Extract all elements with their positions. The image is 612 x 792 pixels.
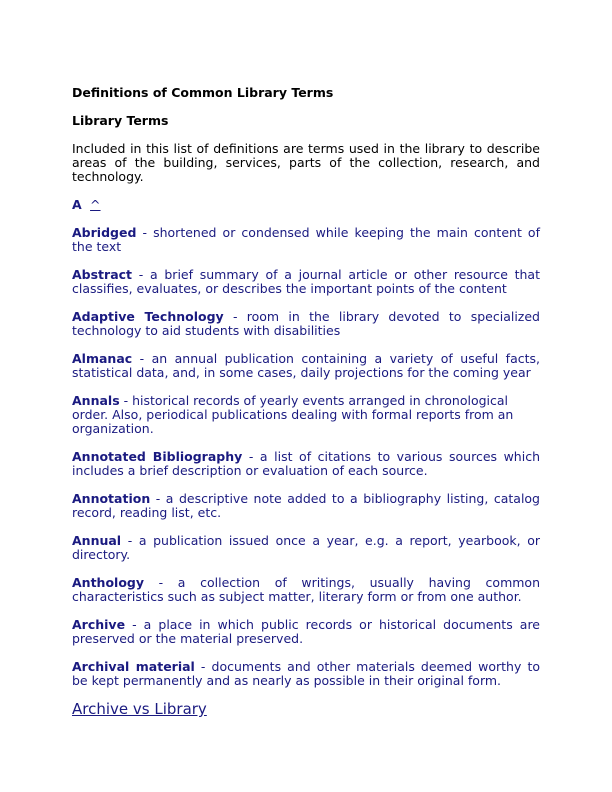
entry-definition: - a place in which public records or historical documents are preserved or the material preserved. <box>72 617 540 646</box>
document-page <box>72 86 540 718</box>
entry-definition: - historical records of yearly events arranged in chronological order. Also, periodical publications dealing with formal reports from an organization. <box>72 393 514 436</box>
letter-heading <box>72 198 540 212</box>
definition-entry <box>72 450 540 478</box>
document-title: Definitions of Common Library Terms <box>72 85 334 100</box>
definition-entry <box>72 352 540 380</box>
entry-definition: - a collection of writings, usually having common characteristics such as subject matter, literary form or from one author. <box>72 575 540 604</box>
back-to-top-link[interactable]: ^ <box>90 197 101 212</box>
archive-vs-library-link[interactable]: Archive vs Library <box>72 700 207 718</box>
definition-entry <box>72 226 540 254</box>
entry-definition: - a list of citations to various sources which includes a brief description or evaluation of each source. <box>72 449 540 478</box>
entry-term: Archival material <box>72 659 195 674</box>
intro-paragraph: Included in this list of definitions are terms used in the library to describe areas of the building, services, parts of the collection, research, and technology. <box>72 141 540 184</box>
entry-definition: - an annual publication containing a variety of useful facts, statistical data, and, in some cases, daily projections for the coming year <box>72 351 540 380</box>
entry-definition: - a brief summary of a journal article or other resource that classifies, evaluates, or describes the important points of the content <box>72 267 540 296</box>
definition-entry <box>72 618 540 646</box>
entry-term: Almanac <box>72 351 133 366</box>
entry-term: Anthology <box>72 575 145 590</box>
entry-term: Adaptive Technology <box>72 309 224 324</box>
entry-definition: - a publication issued once a year, e.g. a report, yearbook, or directory. <box>72 533 540 562</box>
letter-label: A <box>72 197 82 212</box>
definition-list <box>72 226 540 688</box>
entry-term: Annotation <box>72 491 151 506</box>
entry-term: Abstract <box>72 267 133 282</box>
entry-term: Annals <box>72 393 120 408</box>
definition-entry <box>72 534 540 562</box>
entry-term: Abridged <box>72 225 137 240</box>
definition-entry <box>72 576 540 604</box>
definition-entry <box>72 394 540 436</box>
entry-term: Archive <box>72 617 126 632</box>
definition-entry <box>72 310 540 338</box>
entry-definition: - a descriptive note added to a bibliography listing, catalog record, reading list, etc. <box>72 491 540 520</box>
definition-entry <box>72 268 540 296</box>
entry-definition: - shortened or condensed while keeping the main content of the text <box>72 225 540 254</box>
entry-definition: - room in the library devoted to specialized technology to aid students with disabilities <box>72 309 540 338</box>
definition-entry <box>72 492 540 520</box>
definition-entry <box>72 660 540 688</box>
section-heading: Library Terms <box>72 113 169 128</box>
entry-definition: - documents and other materials deemed worthy to be kept permanently and as nearly as possible in their original form. <box>72 659 540 688</box>
entry-term: Annotated Bibliography <box>72 449 243 464</box>
entry-term: Annual <box>72 533 122 548</box>
